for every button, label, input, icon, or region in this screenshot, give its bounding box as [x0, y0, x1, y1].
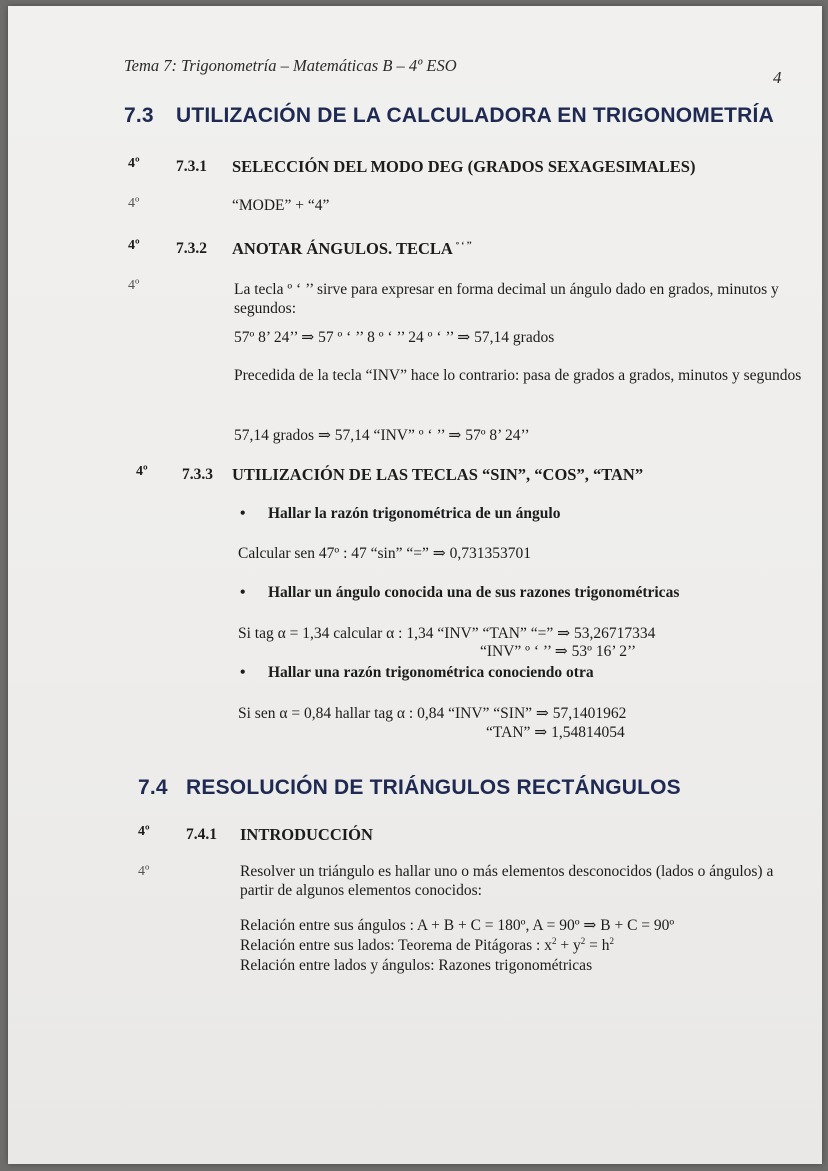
introduction-paragraph: Resolver un triángulo es hallar uno o más elementos desconocidos (lados o ángulos) a partir de algunos elementos conocidos:	[240, 863, 774, 899]
section-number-7-3-2: 7.3.2	[176, 240, 207, 257]
heading-title: RESOLUCIÓN DE TRIÁNGULOS RECTÁNGULOS	[186, 776, 681, 799]
degree-key-example: 57º 8’ 24’’ ⇒ 57 º ‘ ’’ 8 º ‘ ’’ 24 º ‘ ’’ ⇒ 57,14 grados	[234, 329, 555, 346]
bullet-icon: •	[240, 584, 246, 601]
level-mark: 4º	[128, 278, 140, 293]
heading-7-4	[138, 776, 681, 800]
document-page	[8, 6, 822, 1164]
heading-number: 7.3	[124, 104, 154, 127]
bullet-icon: •	[240, 505, 246, 522]
calc-example-tan-result: “TAN” ⇒ 1,54814054	[486, 724, 625, 741]
side-relation: Relación entre sus lados: Teorema de Pitágoras : $x^2 + y^2 = h^2$	[240, 936, 614, 954]
section-number-7-4-1: 7.4.1	[186, 826, 217, 843]
section-title-7-3-2: ANOTAR ÁNGULOS. TECLA $^{º ‘ ’’}$	[232, 239, 472, 258]
heading-7-3	[124, 104, 774, 128]
level-mark: 4º	[138, 824, 150, 839]
bullet-item: • Hallar un ángulo conocida una de sus razones trigonométricas	[240, 584, 680, 601]
level-mark: 4º	[128, 238, 140, 253]
heading-number: 7.4	[138, 776, 168, 799]
angle-relation: Relación entre sus ángulos : A + B + C = 180º, A = 90º ⇒ B + C = 90º	[240, 917, 675, 934]
bullet-item: • Hallar una razón trigonométrica conociendo otra	[240, 664, 594, 681]
degree-key-symbol: º ‘ ’’	[456, 240, 472, 250]
level-mark: 4º	[128, 196, 140, 211]
level-mark: 4º	[128, 156, 140, 171]
section-title-7-4-1: INTRODUCCIÓN	[240, 825, 373, 844]
bullet-item: • Hallar la razón trigonométrica de un ángulo	[240, 505, 561, 522]
level-mark: 4º	[136, 464, 148, 479]
calc-example-sin: Calcular sen 47º : 47 “sin” “=” ⇒ 0,731353701	[238, 545, 531, 562]
calc-example-tan-inverse: Si tag α = 1,34 calcular α : 1,34 “INV” “TAN” “=” ⇒ 53,26717334	[238, 625, 656, 642]
section-number-7-3-3: 7.3.3	[182, 466, 213, 483]
degree-key-paragraph: La tecla º ‘ ’’ sirve para expresar en forma decimal un ángulo dado en grados, minutos y segundos:	[234, 281, 779, 317]
section-number-7-3-1: 7.3.1	[176, 158, 207, 175]
mode-instruction: “MODE” + “4”	[232, 197, 330, 214]
calc-example-sin-inverse: Si sen α = 0,84 hallar tag α : 0,84 “INV” “SIN” ⇒ 57,1401962	[238, 705, 627, 722]
section-title-7-3-3: UTILIZACIÓN DE LAS TECLAS “SIN”, “COS”, “TAN”	[232, 465, 644, 484]
heading-title: UTILIZACIÓN DE LA CALCULADORA EN TRIGONOMETRÍA	[176, 104, 774, 127]
bullet-icon: •	[240, 664, 246, 681]
inv-key-example: 57,14 grados ⇒ 57,14 “INV” º ‘ ’’ ⇒ 57º 8’ 24’’	[234, 427, 530, 444]
inv-key-paragraph: Precedida de la tecla “INV” hace lo contrario: pasa de grados a grados, minutos y segundos	[234, 367, 802, 384]
level-mark: 4º	[138, 864, 150, 879]
page-number: 4	[773, 68, 782, 87]
sides-angles-relation: Relación entre lados y ángulos: Razones trigonométricas	[240, 957, 593, 974]
running-header: Tema 7: Trigonometría – Matemáticas B – 4º ESO	[124, 56, 457, 75]
section-title-7-3-1: SELECCIÓN DEL MODO DEG (GRADOS SEXAGESIMALES)	[232, 157, 696, 176]
calc-example-tan-inverse-dms: “INV” º ‘ ’’ ⇒ 53º 16’ 2’’	[480, 643, 637, 660]
